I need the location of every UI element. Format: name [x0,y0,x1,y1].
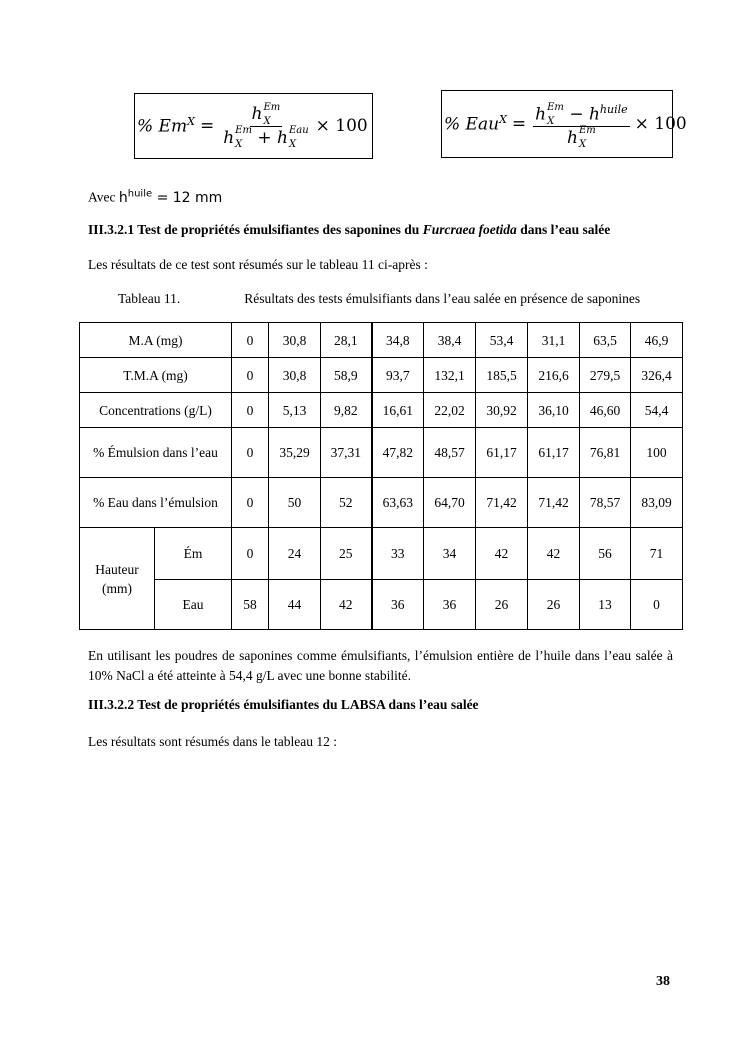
table-row: % Émulsion dans l’eau 0 35,29 37,31 47,82 48,57 61,17 61,17 76,81 100 [80,428,683,478]
results-table [79,322,683,630]
formula-em-lhs: % $Em^X$ [137,115,195,137]
table-row: Concentrations (g/L) 0 5,13 9,82 16,61 22,02 30,92 36,10 46,60 54,4 [80,393,683,428]
table-row: % Eau dans l’émulsion 0 50 52 63,63 64,70 71,42 71,42 78,57 83,09 [80,478,683,528]
formula-eau-lhs: % Eau$^X$ [444,113,507,135]
formula-eau-box: % Eau$^X$ = h Em X − $h^{huile}$ h Em X × 100 [441,90,673,158]
formula-eau-fraction: h Em X − $h^{huile}$ h Em X [533,100,629,149]
table-row: M.A (mg) 0 30,8 28,1 34,8 38,4 53,4 31,1 63,5 46,9 [80,323,683,358]
formula-em-fraction: h Em X h Em X + h Eau X [223,101,309,150]
section-heading-1: III.3.2.1 Test de propriétés émulsifiantes des saponines du Furcraea foetida dans l’eau salée [88,222,611,237]
conclusion-paragraph: En utilisant les poudres de saponines comme émulsifiants, l’émulsion entière de l’huile dans l’eau salée à 10% NaCl a été atteinte à 54,4 g/L avec une bonne stabilité. [88,648,673,683]
hauteur-label: Hauteur (mm) [80,528,155,630]
caption-text: Résultats des tests émulsifiants dans l’eau salée en présence de saponines [244,291,641,306]
section-1-intro: Les résultats de ce test sont résumés sur le tableau 11 ci-après : [88,257,428,272]
table-caption [118,290,640,308]
section-2-intro: Les résultats sont résumés dans le tableau 12 : [88,734,337,749]
page-number: 38 [656,974,670,989]
avec-line: Avec $h^{huile} = 12$ mm [88,188,223,206]
table-row: Hauteur (mm) Ém 0 24 25 33 34 42 42 56 71 [80,528,683,580]
caption-label: Tableau 11. [118,291,181,306]
table-row: Eau 58 44 42 36 36 26 26 13 0 [80,580,683,630]
formula-emulsion-box: % $Em^X$ = h Em X h Em X + h Eau X × 100 [134,93,373,159]
table-row: T.M.A (mg) 0 30,8 58,9 93,7 132,1 185,5 216,6 279,5 326,4 [80,358,683,393]
section-heading-2: III.3.2.2 Test de propriétés émulsifiantes du LABSA dans l’eau salée [88,697,479,712]
